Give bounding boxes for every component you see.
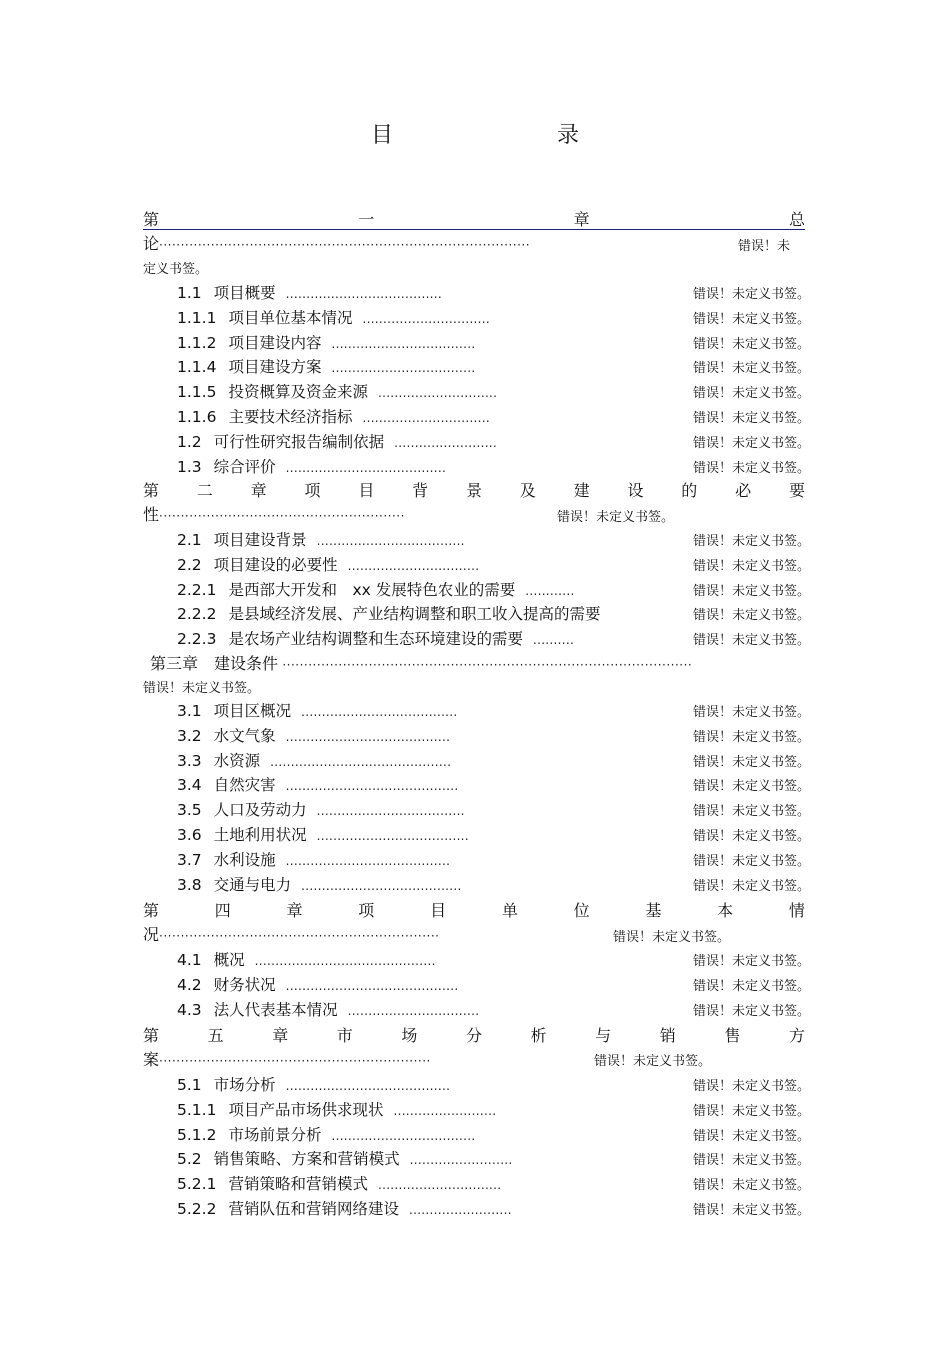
page-ref-error: 错误！未定义书签。 bbox=[693, 435, 811, 451]
entry-number: 5.1.1 bbox=[177, 1100, 217, 1119]
entry-number: 3.6 bbox=[177, 826, 202, 844]
chapter-title-char: 章 bbox=[286, 901, 303, 920]
page-ref-error: 错误！未 bbox=[738, 239, 791, 254]
toc-entry[interactable] bbox=[177, 1172, 501, 1194]
toc-entry[interactable] bbox=[177, 848, 450, 870]
chapter-title-char: 章 bbox=[573, 210, 590, 229]
page-ref-error: 错误！未定义书签。 bbox=[693, 754, 811, 770]
page-ref-error: 错误！未定义书签。 bbox=[693, 583, 811, 599]
page-ref-error: 错误！未定义书签。 bbox=[613, 930, 731, 945]
page-ref-error: 错误！未定义书签。 bbox=[693, 1079, 811, 1094]
leader-dots: ....................................... bbox=[285, 460, 447, 475]
entry-label: 综合评价 bbox=[213, 457, 276, 476]
entry-label: 项目单位基本情况 bbox=[228, 308, 353, 327]
leader-dots: ......................... bbox=[394, 435, 498, 450]
page-ref-error: 错误！未定义书签。 bbox=[693, 1003, 811, 1019]
toc-entry[interactable] bbox=[177, 528, 465, 550]
toc-entry[interactable] bbox=[177, 553, 479, 575]
leader-dots: ....................................... bbox=[301, 878, 462, 893]
chapter-title-tail bbox=[143, 922, 573, 942]
toc-entry[interactable] bbox=[177, 430, 497, 452]
entry-label: 是西部大开发和 xx 发展特色农业的需要 bbox=[228, 580, 516, 599]
page-ref-error: 错误！未定义书签。 bbox=[693, 978, 811, 994]
chapter-tail-char: 性 bbox=[143, 505, 160, 522]
page-ref-error: 错误！未定义书签。 bbox=[693, 878, 811, 894]
page-ref-error: 错误！未定义书签。 bbox=[594, 1054, 712, 1069]
entry-label: 是县域经济发展、产业结构调整和职工收入提高的需要 bbox=[228, 605, 601, 624]
entry-label: 项目建设的必要性 bbox=[213, 555, 338, 574]
chapter-title-char: 第 bbox=[143, 901, 160, 920]
toc-entry[interactable] bbox=[177, 749, 451, 771]
leader-dots: ························································· bbox=[159, 509, 405, 522]
leader-dots: ......................... bbox=[393, 1103, 497, 1118]
toc-entry[interactable] bbox=[177, 948, 436, 970]
chapter-tail-char: 案 bbox=[143, 1050, 160, 1067]
toc-entry[interactable] bbox=[177, 973, 458, 995]
chapter-title-char: 建 bbox=[573, 481, 590, 500]
chapter-title-char: 位 bbox=[573, 901, 590, 920]
chapter-title-char: 景 bbox=[465, 481, 482, 500]
page-ref-error: 错误！未定义书签。 bbox=[693, 779, 811, 795]
entry-label: 可行性研究报告编制依据 bbox=[213, 432, 385, 451]
entry-label: 是农场产业结构调整和生态环境建设的需要 bbox=[228, 630, 523, 649]
chapter-title-char: 单 bbox=[501, 901, 518, 920]
chapter-tail-char: 况 bbox=[143, 925, 160, 942]
chapter-title-char: 背 bbox=[412, 481, 429, 500]
entry-number: 1.1.6 bbox=[177, 408, 217, 426]
page-ref-error: 错误！未定义书签。 bbox=[693, 558, 811, 574]
entry-number: 2.2.2 bbox=[177, 605, 217, 624]
toc-entry[interactable] bbox=[177, 1073, 450, 1095]
chapter-title-char: 二 bbox=[196, 481, 213, 500]
leader-dots: ...................................... bbox=[301, 705, 458, 719]
chapter-title-char: 目 bbox=[430, 901, 447, 920]
entry-label: 市场前景分析 bbox=[228, 1125, 322, 1144]
page-ref-error: 错误！未定义书签。 bbox=[693, 311, 811, 327]
leader-dots: ............................................ bbox=[254, 954, 436, 968]
toc-entry[interactable] bbox=[177, 355, 475, 377]
entry-label: 项目区概况 bbox=[213, 702, 292, 720]
entry-label: 项目概要 bbox=[213, 284, 276, 302]
leader-dots: .......... bbox=[532, 633, 575, 648]
chapter-title-char: 及 bbox=[519, 481, 536, 500]
leader-dots: ................................ bbox=[347, 1003, 480, 1018]
entry-label: 土地利用状况 bbox=[213, 826, 307, 844]
chapter-title-tail bbox=[143, 502, 523, 522]
entry-label: 概况 bbox=[213, 951, 245, 969]
chapter-title: 第三章 建设条件 bbox=[150, 654, 279, 671]
leader-dots: .......................................... bbox=[285, 779, 459, 794]
page-ref-error: 错误！未定义书签。 bbox=[693, 1203, 811, 1218]
entry-label: 项目建设方案 bbox=[228, 358, 322, 377]
entry-number: 5.2 bbox=[177, 1150, 202, 1169]
page-ref-error: 错误！未定义书签。 bbox=[693, 1128, 811, 1144]
page-ref-error: 错误！未定义书签。 bbox=[143, 681, 261, 696]
page-ref-error: 错误！未定义书签。 bbox=[693, 829, 811, 844]
leader-dots: ........................................ bbox=[285, 853, 451, 868]
entry-number: 3.7 bbox=[177, 850, 202, 869]
entry-label: 投资概算及资金来源 bbox=[228, 383, 368, 402]
chapter-title-char: 总 bbox=[788, 210, 805, 229]
entry-number: 5.1 bbox=[177, 1076, 202, 1094]
chapter-title-char: 必 bbox=[735, 481, 752, 500]
toc-entry[interactable] bbox=[177, 380, 497, 402]
chapter-title-char: 设 bbox=[627, 481, 644, 500]
entry-number: 4.3 bbox=[177, 1000, 202, 1019]
leader-dots: ······················································································ bbox=[159, 238, 531, 251]
entry-number: 2.1 bbox=[177, 531, 202, 549]
page-ref-error: 错误！未定义书签。 bbox=[693, 608, 811, 624]
page-ref-error: 错误！未定义书签。 bbox=[693, 1178, 811, 1194]
entry-number: 1.3 bbox=[177, 457, 202, 476]
leader-dots: ............ bbox=[525, 583, 575, 598]
entry-number: 3.2 bbox=[177, 726, 202, 745]
chapter-title-char: 场 bbox=[401, 1026, 418, 1045]
leader-dots: ...................................... bbox=[285, 287, 443, 301]
toc-entry[interactable] bbox=[177, 773, 458, 795]
chapter-title-char: 四 bbox=[214, 901, 231, 920]
page-ref-error: 错误！未定义书签。 bbox=[693, 336, 811, 352]
chapter-title-char: 市 bbox=[336, 1026, 353, 1045]
chapter-title-char: 分 bbox=[465, 1026, 482, 1045]
leader-dots: ................................ bbox=[347, 558, 480, 573]
chapter-title-char: 五 bbox=[207, 1026, 224, 1045]
toc-entry[interactable] bbox=[177, 281, 442, 303]
entry-number: 3.4 bbox=[177, 776, 202, 795]
page-ref-error: 错误！未定义书签。 bbox=[693, 633, 811, 649]
chapter-title-tail bbox=[143, 231, 703, 251]
entry-number: 3.5 bbox=[177, 801, 202, 820]
toc-entry[interactable] bbox=[177, 627, 574, 649]
page-ref-error: 错误！未定义书签。 bbox=[693, 386, 811, 402]
page-ref-error: 错误！未定义书签。 bbox=[693, 705, 811, 720]
page-ref-error: 错误！未定义书签。 bbox=[693, 361, 811, 377]
entry-number: 1.1.4 bbox=[177, 358, 217, 377]
toc-entry[interactable] bbox=[177, 1123, 475, 1145]
chapter-title-char: 基 bbox=[645, 901, 662, 920]
leader-dots: .......................................... bbox=[285, 978, 459, 993]
entry-label: 项目建设背景 bbox=[213, 531, 307, 549]
chapter-title-char: 项 bbox=[304, 481, 321, 500]
leader-dots: ......................... bbox=[409, 1153, 513, 1168]
page-ref-error: 错误！未定义书签。 bbox=[693, 534, 811, 549]
toc-entry[interactable] bbox=[177, 823, 469, 845]
entry-label: 项目建设内容 bbox=[228, 333, 322, 352]
toc-entry[interactable] bbox=[177, 306, 490, 328]
chapter-title-char: 章 bbox=[250, 481, 267, 500]
page-ref-error: 错误！未定义书签。 bbox=[693, 287, 811, 302]
leader-dots: .................................... bbox=[316, 534, 465, 548]
entry-number: 2.2 bbox=[177, 555, 202, 574]
chapter-title-tail bbox=[143, 1047, 558, 1067]
chapter-title-char: 项 bbox=[358, 901, 375, 920]
entry-label: 水文气象 bbox=[213, 726, 276, 745]
entry-label: 市场分析 bbox=[213, 1076, 276, 1094]
leader-dots: ................................... bbox=[331, 336, 476, 351]
leader-dots: ............................... bbox=[362, 411, 491, 425]
entry-label: 水资源 bbox=[213, 751, 261, 770]
leader-dots: ......................... bbox=[408, 1203, 512, 1217]
toc-entry[interactable] bbox=[177, 699, 458, 721]
page-ref-error: 错误！未定义书签。 bbox=[693, 1153, 811, 1169]
chapter-title-char: 目 bbox=[358, 481, 375, 500]
chapter-title-char: 析 bbox=[530, 1026, 547, 1045]
entry-number: 3.1 bbox=[177, 702, 202, 720]
chapter-title-char: 第 bbox=[143, 210, 160, 229]
toc-entry[interactable] bbox=[177, 405, 490, 427]
entry-number: 3.8 bbox=[177, 875, 202, 894]
toc-entry[interactable] bbox=[177, 1147, 513, 1169]
entry-label: 营销策略和营销模式 bbox=[228, 1175, 368, 1194]
entry-label: 财务状况 bbox=[213, 975, 276, 994]
toc-entry[interactable] bbox=[177, 1098, 496, 1120]
page-title: 目 录 bbox=[370, 123, 619, 148]
entry-number: 3.3 bbox=[177, 751, 202, 770]
chapter-heading[interactable] bbox=[143, 1023, 805, 1045]
toc-entry[interactable] bbox=[177, 724, 450, 746]
toc-entry[interactable] bbox=[177, 873, 462, 895]
entry-number: 1.2 bbox=[177, 432, 202, 451]
chapter-heading[interactable] bbox=[143, 207, 805, 230]
leader-dots: ............................................ bbox=[270, 754, 452, 769]
page-ref-error: 定义书签。 bbox=[143, 262, 209, 277]
leader-dots: ................................... bbox=[331, 1128, 476, 1143]
page-ref-error: 错误！未定义书签。 bbox=[693, 853, 811, 869]
toc-entry[interactable] bbox=[177, 602, 600, 624]
page-ref-error: 错误！未定义书签。 bbox=[693, 804, 811, 820]
entry-label: 营销队伍和营销网络建设 bbox=[228, 1200, 399, 1218]
leader-dots: ······························································· bbox=[159, 1054, 431, 1067]
chapter-title-char: 本 bbox=[717, 901, 734, 920]
leader-dots: ............................... bbox=[362, 311, 491, 326]
chapter-title-char: 售 bbox=[724, 1026, 741, 1045]
toc-entry[interactable] bbox=[177, 798, 465, 820]
page-ref-error: 错误！未定义书签。 bbox=[693, 460, 811, 476]
entry-number: 2.2.3 bbox=[177, 630, 217, 649]
entry-number: 4.2 bbox=[177, 975, 202, 994]
page-ref-error: 错误！未定义书签。 bbox=[693, 954, 811, 969]
leader-dots: ........................................ bbox=[285, 729, 451, 744]
page-ref-error: 错误！未定义书签。 bbox=[693, 1103, 811, 1119]
entry-number: 5.1.2 bbox=[177, 1125, 217, 1144]
entry-number: 5.2.1 bbox=[177, 1175, 217, 1194]
entry-number: 1.1.5 bbox=[177, 383, 217, 402]
entry-number: 1.1 bbox=[177, 284, 202, 302]
chapter-title-char: 要 bbox=[788, 481, 805, 500]
toc-entry[interactable] bbox=[177, 1197, 512, 1219]
chapter-title-char: 的 bbox=[681, 481, 698, 500]
chapter-title-char: 方 bbox=[788, 1026, 805, 1045]
leader-dots: ······························································································· bbox=[278, 658, 693, 671]
entry-label: 主要技术经济指标 bbox=[228, 408, 353, 426]
entry-label: 人口及劳动力 bbox=[213, 801, 307, 820]
entry-number: 2.2.1 bbox=[177, 580, 217, 599]
chapter-title-char: 第 bbox=[143, 1026, 160, 1045]
chapter-heading[interactable] bbox=[143, 898, 805, 920]
chapter-tail-char: 论 bbox=[143, 234, 160, 251]
entry-number: 1.1.1 bbox=[177, 308, 217, 327]
leader-dots: ................................... bbox=[331, 361, 476, 376]
chapter-heading[interactable] bbox=[143, 478, 805, 500]
entry-label: 水利设施 bbox=[213, 850, 276, 869]
chapter-title-char: 与 bbox=[595, 1026, 612, 1045]
entry-number: 5.2.2 bbox=[177, 1200, 217, 1218]
toc-entry[interactable] bbox=[177, 455, 446, 477]
leader-dots: ............................. bbox=[377, 386, 498, 401]
entry-label: 销售策略、方案和营销模式 bbox=[213, 1150, 400, 1169]
page-ref-error: 错误！未定义书签。 bbox=[693, 729, 811, 745]
leader-dots: ..................................... bbox=[316, 829, 469, 843]
chapter-title-char: 章 bbox=[272, 1026, 289, 1045]
toc-entry[interactable] bbox=[177, 331, 475, 353]
toc-entry[interactable] bbox=[177, 578, 575, 600]
leader-dots: ........................................ bbox=[285, 1079, 451, 1093]
page-ref-error: 错误！未定义书签。 bbox=[557, 510, 675, 525]
entry-label: 项目产品市场供求现状 bbox=[228, 1100, 384, 1119]
chapter-title-char: 销 bbox=[659, 1026, 676, 1045]
chapter-title-char: 第 bbox=[143, 481, 160, 500]
entry-number: 4.1 bbox=[177, 951, 202, 969]
entry-number: 1.1.2 bbox=[177, 333, 217, 352]
entry-label: 交通与电力 bbox=[213, 875, 292, 894]
leader-dots: .............................. bbox=[377, 1178, 502, 1193]
page-ref-error: 错误！未定义书签。 bbox=[693, 411, 811, 426]
chapter-heading[interactable] bbox=[150, 651, 780, 671]
toc-entry[interactable] bbox=[177, 998, 479, 1020]
chapter-title-char: 一 bbox=[358, 210, 375, 229]
entry-label: 自然灾害 bbox=[213, 776, 276, 795]
leader-dots: ································································· bbox=[159, 929, 440, 942]
entry-label: 法人代表基本情况 bbox=[213, 1000, 338, 1019]
chapter-title-char: 情 bbox=[788, 901, 805, 920]
leader-dots: .................................... bbox=[316, 804, 465, 819]
